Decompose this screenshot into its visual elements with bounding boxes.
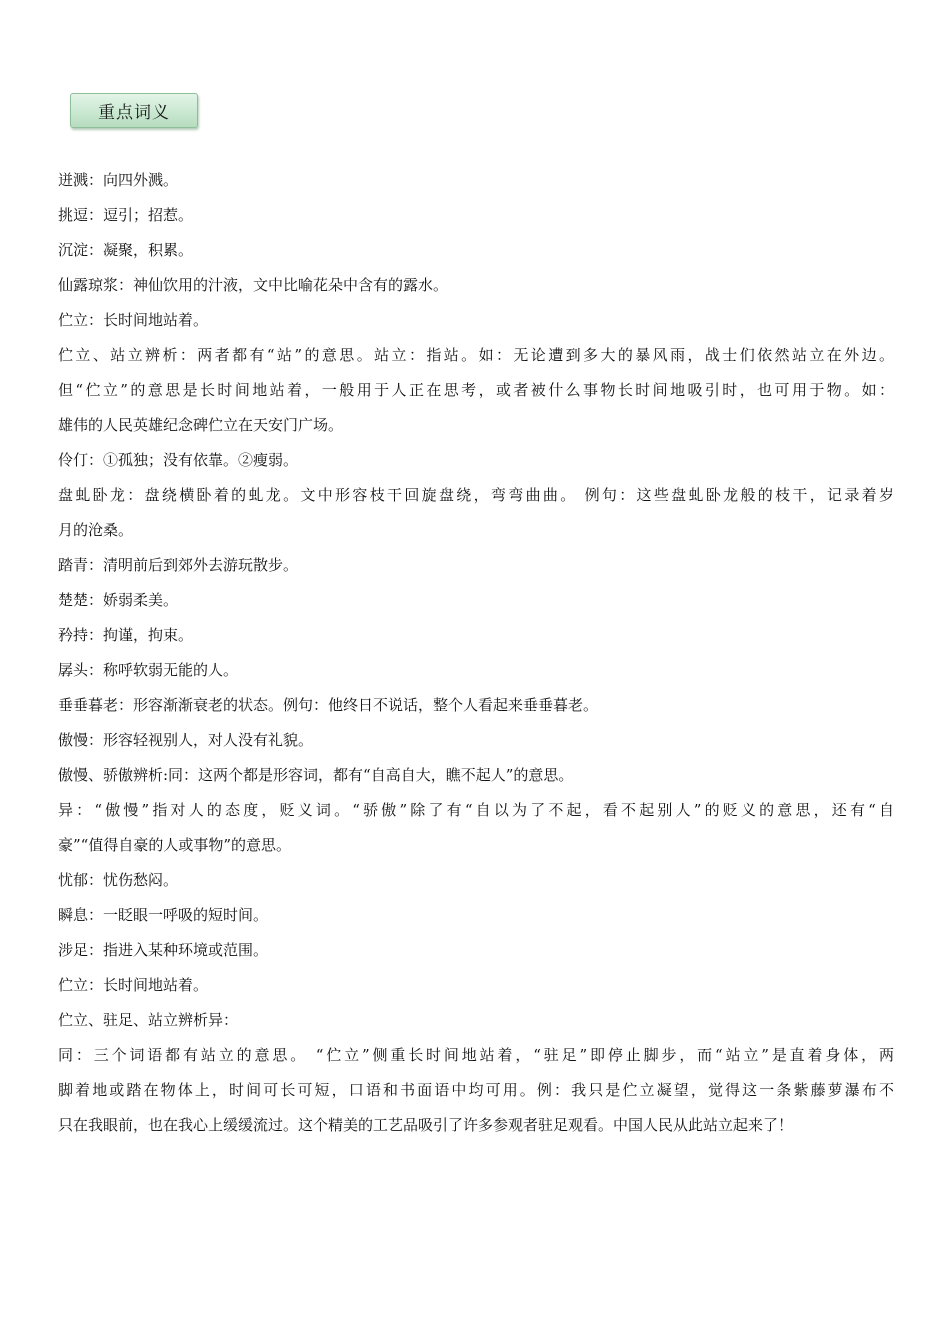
vocabulary-list [58, 163, 894, 1143]
section-header-badge [70, 93, 198, 128]
vocab-entry-taqing: 踏青：清明前后到郊外去游玩散步。 [58, 556, 299, 574]
vocab-entry-aoman: 傲慢：形容轻视别人，对人没有礼貌。 [58, 731, 314, 749]
vocab-entry-shunxi: 瞬息：一眨眼一呼吸的短时间。 [58, 906, 269, 924]
vocab-entry-zhuli-zhuzu-zhanli-heading: 伫立、驻足、站立辨析异： [58, 1011, 239, 1029]
vocab-entry-zhuli-zhuzu-zhanli-line-3: 只在我眼前，也在我心上缓缓流过。这个精美的工艺品吸引了许多参观者驻足观看。中国人民从此站立起来了！ [58, 1116, 794, 1134]
vocab-entry-panqiu-wolong-line-2: 月的沧桑。 [58, 521, 134, 539]
vocab-entry-zhuli-zhuzu-zhanli-line-2: 脚着地或踏在物体上，时间可长可短，口语和书面语中均可用。例：我只是伫立凝望，觉得这一条紫藤萝瀑布不 [58, 1081, 894, 1099]
vocab-entry-panqiu-wolong-line-1: 盘虬卧龙：盘绕横卧着的虬龙。文中形容枝干回旋盘绕，弯弯曲曲。 例句：这些盘虬卧龙般的枝干，记录着岁 [58, 486, 894, 504]
vocab-entry-bengjian: 迸溅：向四外溅。 [58, 171, 179, 189]
vocab-entry-zhuli-zhanli-line-3: 雄伟的人民英雄纪念碑伫立在天安门广场。 [58, 416, 344, 434]
vocab-entry-zhuli-zhanli-line-1: 伫立、站立辨析：两者都有“站”的意思。站立：指站。如：无论遭到多大的暴风雨，战士们依然站立在外边。 [58, 346, 894, 364]
vocab-entry-chantou: 孱头：称呼软弱无能的人。 [58, 661, 239, 679]
vocab-entry-tiaodou: 挑逗：逗引；招惹。 [58, 206, 194, 224]
vocab-entry-jinchi: 矜持：拘谨，拘束。 [58, 626, 194, 644]
vocab-entry-chendian: 沉淀：凝聚，积累。 [58, 241, 194, 259]
vocab-entry-chuchu: 楚楚：娇弱柔美。 [58, 591, 179, 609]
vocab-entry-lingding: 伶仃：①孤独；没有依靠。②瘦弱。 [58, 451, 299, 469]
vocab-entry-zhuli-repeat: 伫立：长时间地站着。 [58, 976, 209, 994]
vocab-entry-zhuli-zhanli-line-2: 但“伫立”的意思是长时间地站着，一般用于人正在思考，或者被什么事物长时间地吸引时，也可用于物。如： [58, 381, 894, 399]
vocab-entry-aoman-jiaoao-same: 傲慢、骄傲辨析:同：这两个都是形容词，都有“自高自大，瞧不起人”的意思。 [58, 766, 574, 784]
vocab-entry-zhuli: 伫立：长时间地站着。 [58, 311, 209, 329]
vocab-entry-chuichui-mulao: 垂垂暮老：形容渐渐衰老的状态。例句：他终日不说话，整个人看起来垂垂暮老。 [58, 696, 599, 714]
vocab-entry-zhuli-zhuzu-zhanli-line-1: 同：三个词语都有站立的意思。 “伫立”侧重长时间地站着，“驻足”即停止脚步，而“站立”是直着身体，两 [58, 1046, 894, 1064]
vocab-entry-youyu: 忧郁：忧伤愁闷。 [58, 871, 179, 889]
vocab-entry-aoman-jiaoao-diff-line-2: 豪”“值得自豪的人或事物”的意思。 [58, 836, 292, 854]
vocab-entry-shezu: 涉足：指进入某种环境或范围。 [58, 941, 269, 959]
vocab-entry-aoman-jiaoao-diff-line-1: 异：“傲慢”指对人的态度，贬义词。“骄傲”除了有“自以为了不起，看不起别人”的贬义的意思，还有“自 [58, 801, 894, 819]
section-title: 重点词义 [98, 103, 170, 123]
vocab-entry-xianlu-qiongjiang: 仙露琼浆：神仙饮用的汁液，文中比喻花朵中含有的露水。 [58, 276, 449, 294]
